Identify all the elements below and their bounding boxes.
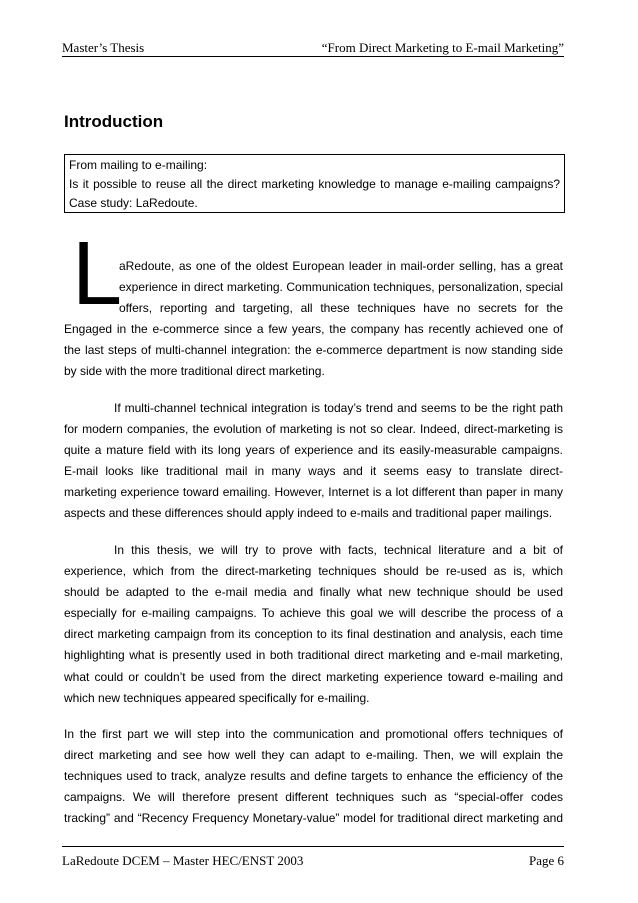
text-line: what could or couldn’t be used from the direct marketing experience toward e-mailing and	[64, 669, 563, 684]
summary-box	[64, 154, 565, 213]
text-line: experience, which from the direct-marketing techniques should be re-used as is, which	[64, 564, 563, 579]
text-line: the last steps of multi-channel integration: the e-commerce department is now standing side	[64, 343, 563, 358]
page-header	[62, 40, 564, 57]
paragraph-1-indented	[119, 256, 563, 319]
text-line: techniques used to track, analyze results and define targets to enhance the efficiency of the	[64, 769, 563, 784]
text-line: direct marketing and see how well they can adapt to e-mailing. Then, we will explain the	[64, 748, 563, 763]
summary-line: Case study: LaRedoute.	[69, 196, 198, 210]
header-right: “From Direct Marketing to E-mail Marketing”	[321, 40, 564, 55]
paragraph-4	[64, 724, 563, 829]
text-line: for modern companies, the evolution of marketing is not so clear. Indeed, direct-marketing is	[64, 422, 563, 437]
drop-cap: L	[72, 224, 123, 324]
text-line: which new techniques appeared specifically for e-mailing.	[64, 690, 370, 705]
text-line: highlighting what is presently used in both traditional direct marketing and e-mail marketing,	[64, 648, 563, 663]
page-footer	[62, 846, 564, 869]
page-number: Page 6	[528, 853, 564, 868]
text-line: by side with the more traditional direct marketing.	[64, 364, 325, 379]
text-line: offers, reporting and targeting, all these techniques have no secrets for the	[119, 301, 563, 316]
text-line: marketing experience toward emailing. However, Internet is a lot different than paper in many	[64, 485, 563, 500]
text-line: In the first part we will step into the communication and promotional offers techniques of	[64, 727, 563, 741]
text-line: Engaged in the e-commerce since a few years, the company has recently achieved one of	[64, 322, 563, 336]
text-line: tracking” and “Recency Frequency Monetary-value” model for traditional direct marketing and	[64, 811, 563, 826]
text-line: E-mail looks like traditional mail in many ways and it seems easy to translate direct-	[64, 464, 563, 479]
header-left: Master’s Thesis	[62, 40, 145, 55]
paragraph-3	[64, 540, 563, 709]
text-line: especially for e-mailing campaigns. To achieve this goal we will describe the process of a	[64, 606, 563, 621]
paragraph-2	[64, 398, 563, 525]
paragraph-1	[64, 319, 563, 382]
text-line: should be adapted to the e-mail media and finally what new technique should be used	[64, 585, 563, 600]
text-line: campaigns. We will therefore present different techniques such as “special-offer codes	[64, 790, 563, 805]
section-title: Introduction	[64, 112, 164, 131]
text-line: quite a mature field with its long years of experience and its easily-measurable campaigns.	[64, 443, 563, 458]
text-line: In this thesis, we will try to prove with facts, technical literature and a bit of	[114, 543, 563, 557]
text-line: direct marketing campaign from its conception to its final destination and analysis, each time	[64, 627, 563, 642]
footer-left: LaRedoute DCEM – Master HEC/ENST 2003	[62, 853, 304, 868]
text-line: experience in direct marketing. Communication techniques, personalization, special	[119, 280, 563, 295]
text-line: If multi-channel technical integration is today’s trend and seems to be the right path	[114, 401, 563, 415]
text-line: aspects and these differences should apply indeed to e-mails and traditional paper mailings.	[64, 506, 553, 521]
summary-line: From mailing to e-mailing:	[69, 158, 208, 172]
text-line: aRedoute, as one of the oldest European leader in mail-order selling, has a great	[119, 259, 563, 273]
summary-line: Is it possible to reuse all the direct marketing knowledge to manage e-mailing campaigns?	[69, 177, 560, 191]
